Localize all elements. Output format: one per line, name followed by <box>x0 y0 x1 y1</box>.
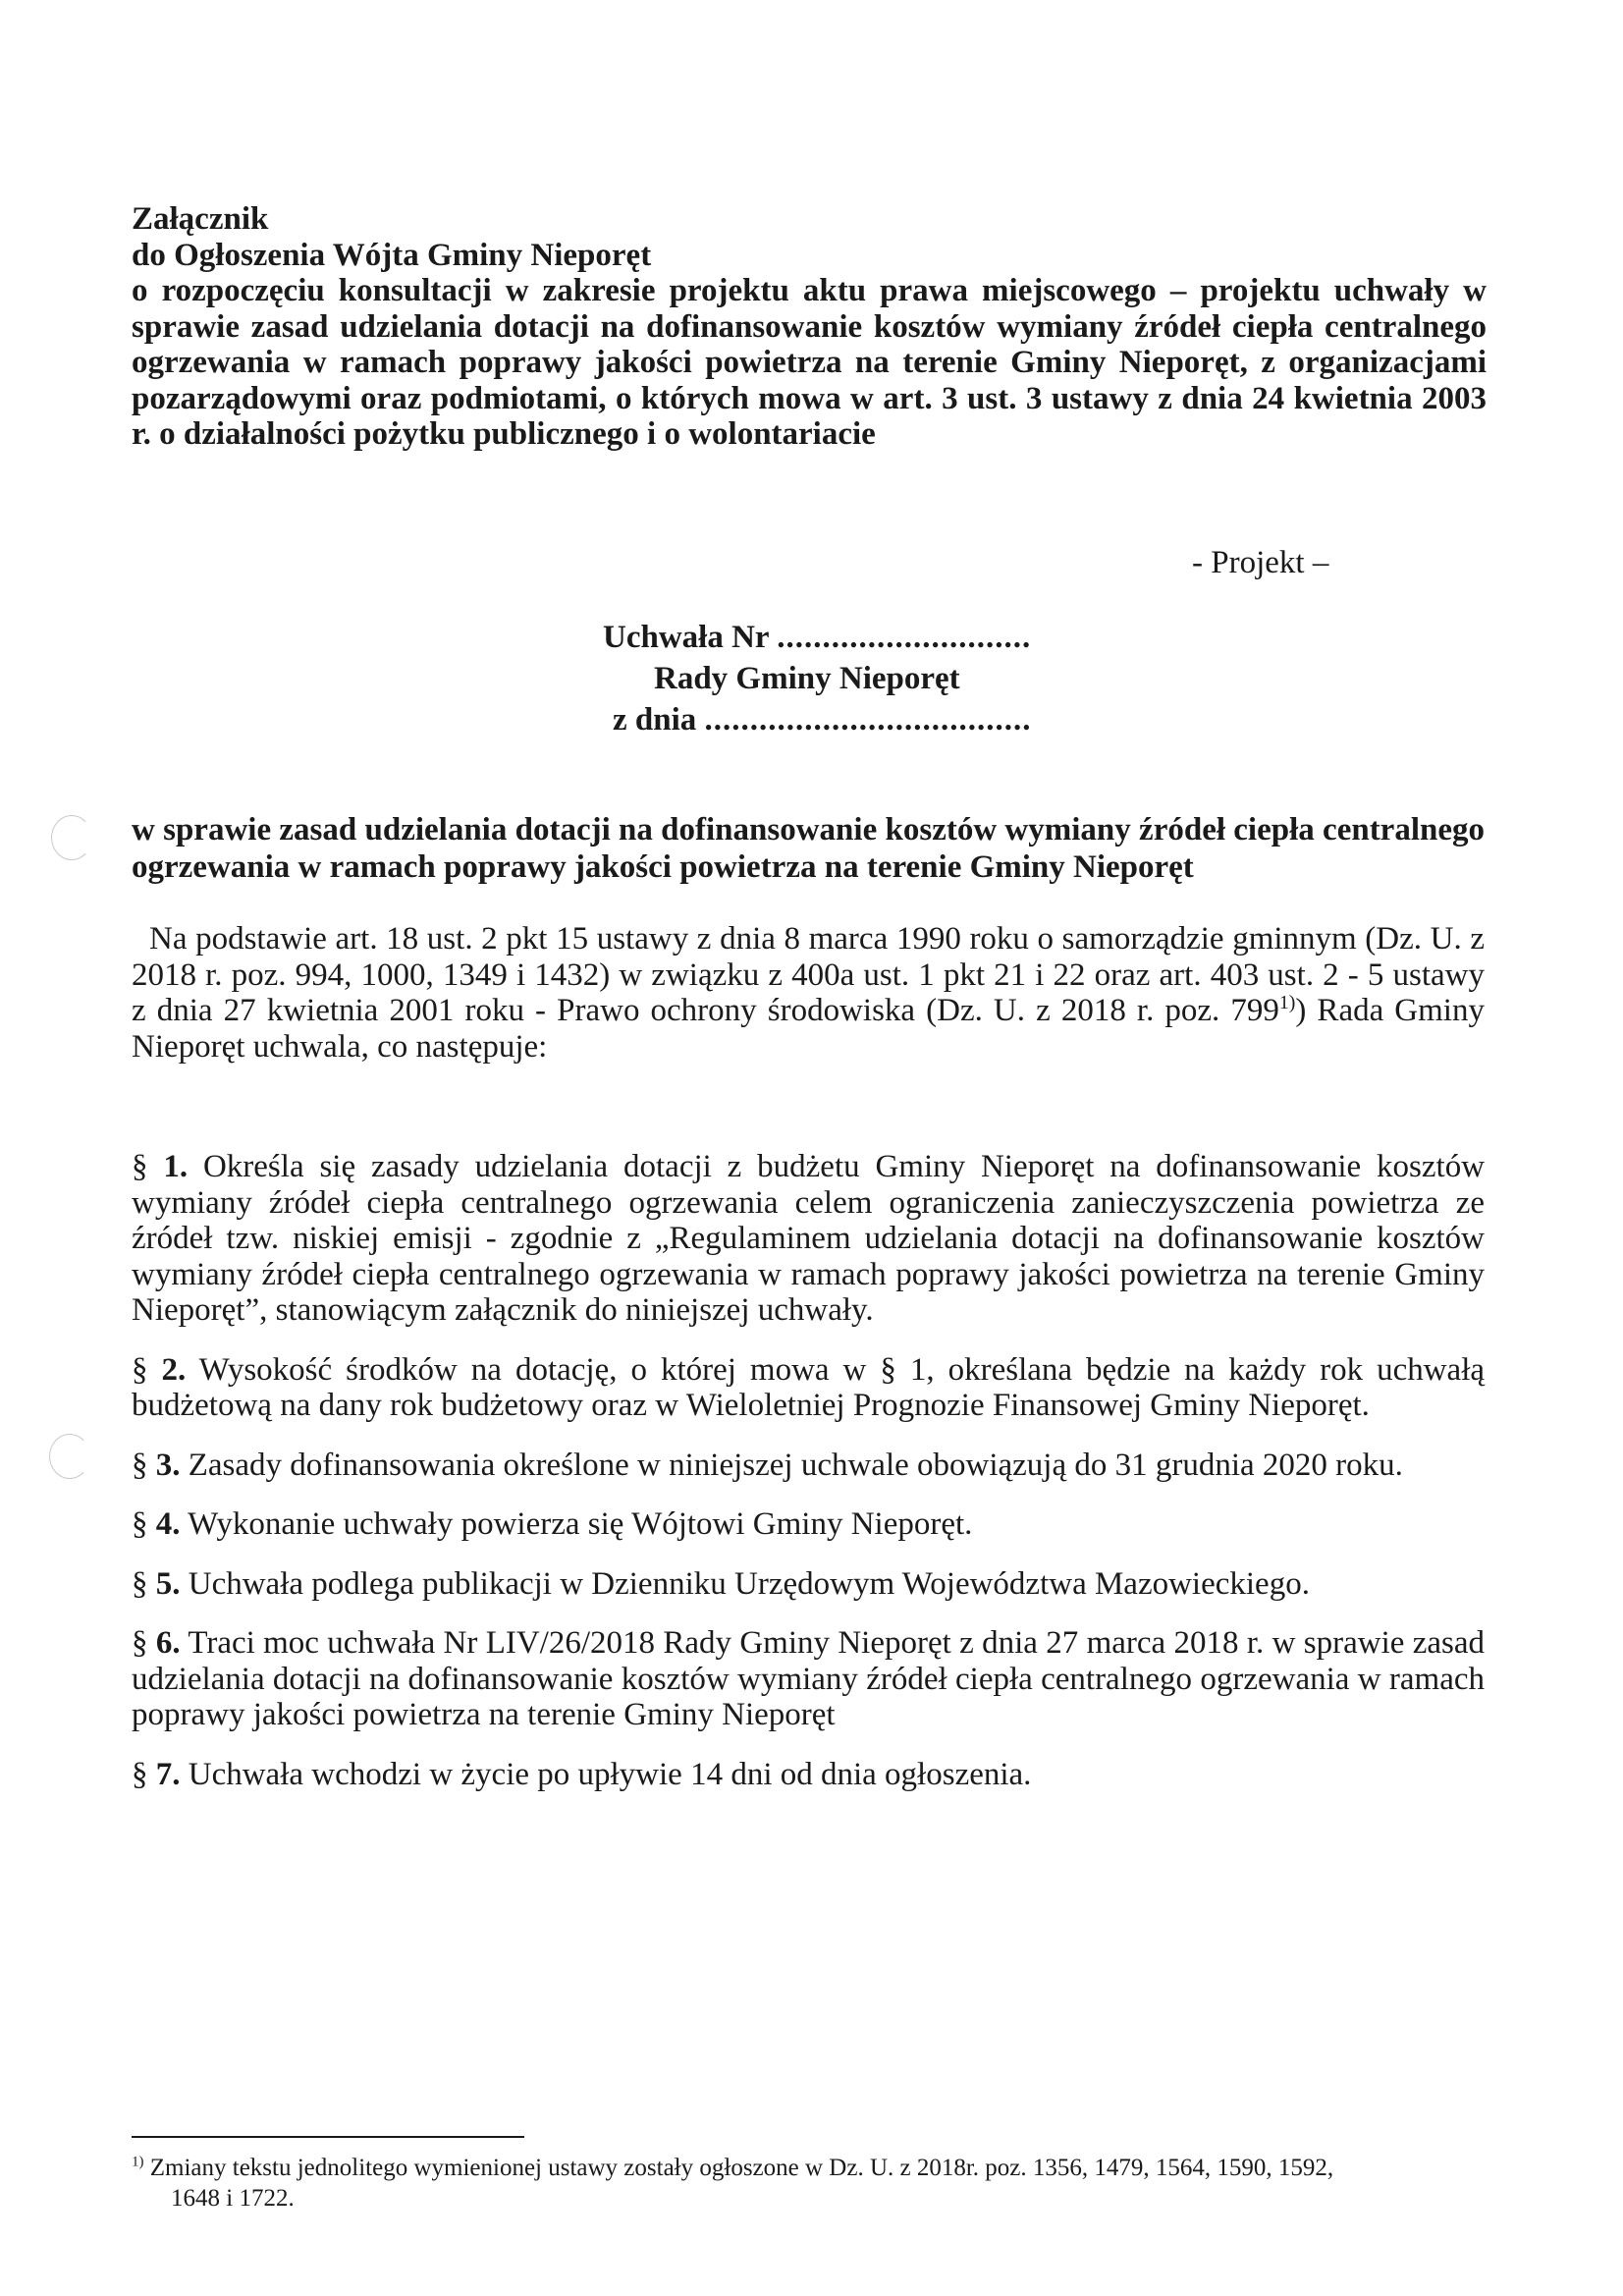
footnote-continuation: 1648 i 1722. <box>171 2185 295 2212</box>
resolution-number-label: Uchwała Nr <box>603 620 769 655</box>
resolution-number-line <box>603 619 1031 656</box>
paragraph-7 <box>132 1757 1485 1793</box>
paragraph-number: 7. <box>155 1756 181 1792</box>
paragraph-number: 2. <box>161 1351 187 1388</box>
section-symbol: § <box>132 1149 148 1184</box>
paragraph-text: Uchwała wchodzi w życie po upływie 14 dni od dnia ogłoszenia. <box>188 1756 1032 1792</box>
resolution-date-dots: .................................... <box>704 702 1032 738</box>
section-symbol: § <box>132 1506 148 1542</box>
paragraph-number: 1. <box>163 1149 189 1184</box>
section-symbol: § <box>132 1625 148 1661</box>
paragraph-text: Określa się zasady udzielania dotacji z budżetu Gminy Nieporęt na dofinansowanie kosztów wymiany źródeł ciepła centralnego ogrzewania celem ograniczenia zanieczyszczenia powietrza ze źródeł tzw. niskiej emisji - zgodnie z „Regulaminem udzielania dotacji na dofinansowanie kosztów wymiany źródeł ciepła centralnego ogrzewania w ramach poprawy jakości powietrza na terenie Gminy Nieporęt”, stanowiącym załącznik do niniejszej uchwały. <box>132 1149 1486 1328</box>
council-name: Rady Gminy Nieporęt <box>654 661 960 696</box>
legal-basis-text-end: ) Rada Gminy Nieporęt uchwala, co następuje: <box>132 993 1485 1065</box>
footnote-ref: 1) <box>1278 992 1296 1013</box>
footnote-separator <box>132 2136 524 2138</box>
footnote-text: Zmiany tekstu jednolitego wymienionej ustawy zostały ogłoszone w Dz. U. z 2018r. poz. 1356, 1479, 1564, 1590, 1592, <box>149 2155 1334 2181</box>
section-symbol: § <box>132 1447 148 1483</box>
section-symbol: § <box>132 1351 148 1388</box>
legal-basis <box>132 921 1485 1065</box>
paragraph-text: Traci moc uchwała Nr LIV/26/2018 Rady Gminy Nieporęt z dnia 27 marca 2018 r. w sprawie zasad udzielania dotacji na dofinansowanie kosztów wymiany źródeł ciepła centralnego ogrzewania w ramach poprawy jakości powietrza na terenie Gminy Nieporęt <box>132 1625 1486 1732</box>
paragraph-3 <box>132 1448 1485 1484</box>
paragraph-1 <box>132 1149 1485 1329</box>
paragraph-number: 3. <box>155 1447 181 1483</box>
paragraph-number: 5. <box>155 1565 181 1602</box>
resolution-date-label: z dnia <box>613 702 697 738</box>
section-symbol: § <box>132 1565 148 1602</box>
paragraphs-section <box>132 1149 1485 1816</box>
paragraph-text: Zasady dofinansowania określone w niniejszej uchwale obowiązują do 31 grudnia 2020 roku. <box>188 1447 1403 1483</box>
legal-basis-text: Na podstawie art. 18 ust. 2 pkt 15 ustawy z dnia 8 marca 1990 roku o samorządzie gminnym (Dz. U. z 2018 r. poz. 994, 1000, 1349 i 1432) w związku z 400a ust. 1 pkt 21 i 22 oraz art. 403 ust. 2 - 5 ustawy z dnia 27 kwietnia 2001 roku - Prawo ochrony środowiska (Dz. U. z 2018 r. poz. 799 <box>132 921 1485 1028</box>
paragraph-text: Wykonanie uchwały powierza się Wójtowi Gminy Nieporęt. <box>188 1506 973 1542</box>
projekt-label: - Projekt – <box>1192 545 1329 580</box>
punch-hole-mark <box>49 1434 90 1479</box>
paragraph-2 <box>132 1352 1485 1424</box>
footnote <box>132 2153 1485 2214</box>
paragraph-4 <box>132 1506 1485 1543</box>
section-symbol: § <box>132 1756 148 1792</box>
resolution-date-line <box>613 701 1032 738</box>
header-line: do Ogłoszenia Wójta Gminy Nieporęt <box>132 237 652 273</box>
paragraph-number: 4. <box>155 1506 181 1542</box>
paragraph-6 <box>132 1625 1485 1733</box>
header-line: o rozpoczęciu konsultacji w zakresie projektu aktu prawa miejscowego – projektu uchwały w sprawie zasad udzielania dotacji na dofinansowanie kosztów wymiany źródeł ciepła centralnego ogrzewania w ramach poprawy jakości powietrza na terenie Gminy Nieporęt, z organizacjami pozarządowymi oraz podmiotami, o których mowa w art. 3 ust. 3 ustawy z dnia 24 kwietnia 2003 r. o działalności pożytku publicznego i o wolontariacie <box>132 273 1487 452</box>
attachment-header <box>132 201 1487 453</box>
header-line: Załącznik <box>132 201 269 237</box>
paragraph-text: Uchwała podlega publikacji w Dzienniku Urzędowym Województwa Mazowieckiego. <box>188 1565 1310 1602</box>
resolution-subject: w sprawie zasad udzielania dotacji na dofinansowanie kosztów wymiany źródeł ciepła centralnego ogrzewania w ramach poprawy jakości powietrza na terenie Gminy Nieporęt <box>132 812 1485 885</box>
resolution-number-dots: ............................ <box>777 620 1032 655</box>
paragraph-text: Wysokość środków na dotację, o której mowa w § 1, określana będzie na każdy rok uchwałą budżetową na dany rok budżetowy oraz w Wieloletniej Prognozie Finansowej Gminy Nieporęt. <box>132 1351 1486 1423</box>
paragraph-5 <box>132 1566 1485 1603</box>
paragraph-number: 6. <box>155 1625 181 1661</box>
punch-hole-mark <box>51 815 92 860</box>
footnote-marker: 1) <box>132 2154 144 2170</box>
